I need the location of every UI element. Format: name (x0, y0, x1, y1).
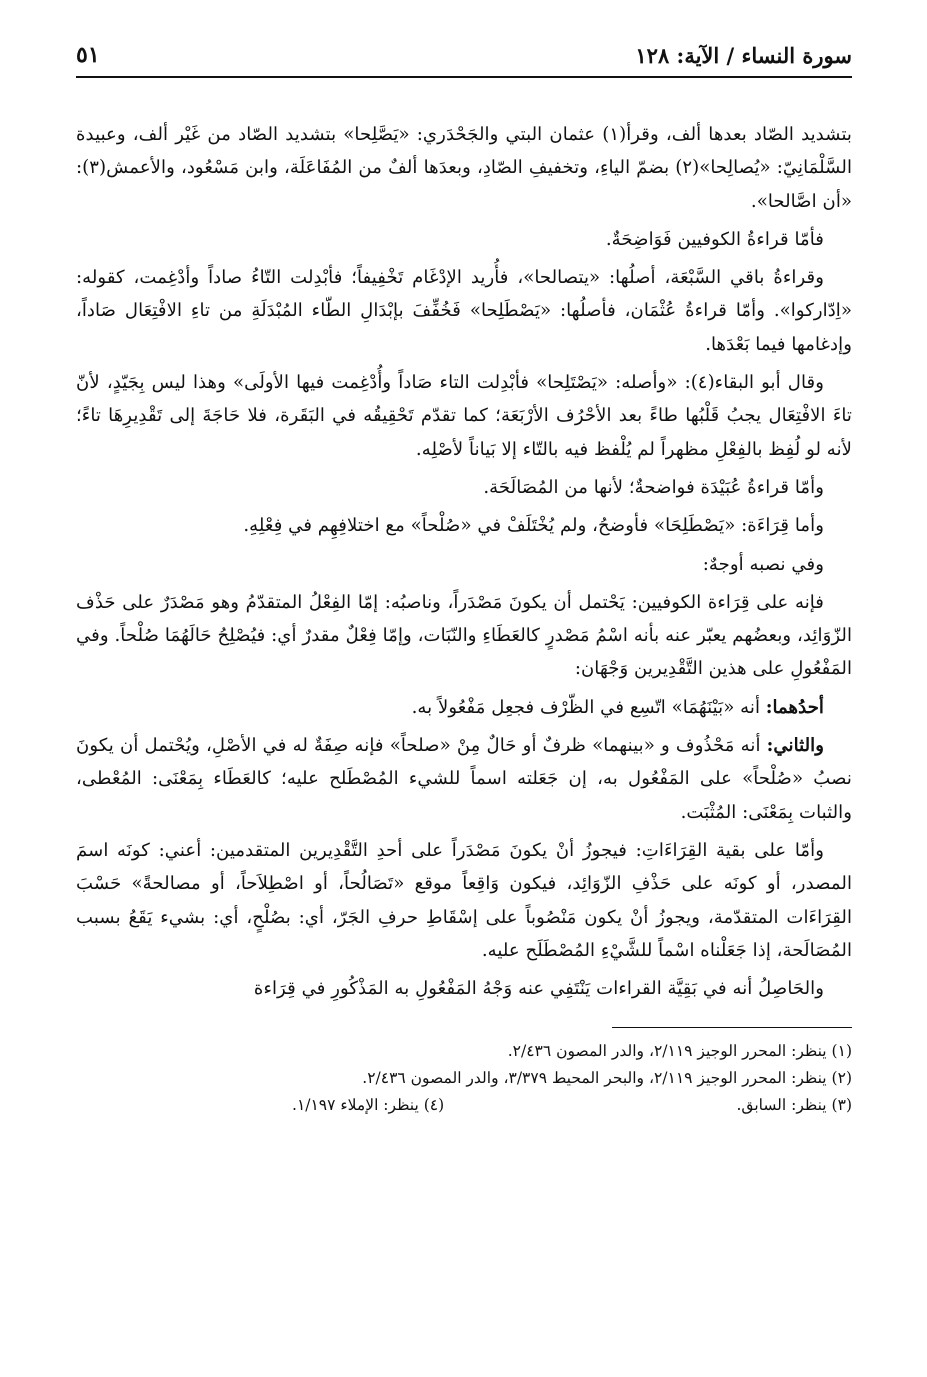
paragraph-text: فإنه على قِرَاءة الكوفيين: يَحْتمل أن يكونَ مَصْدَراً، وناصبُه: إمّا الفِعْلُ المتقدّمُ وهو مَصْدَرٌ على حَذْف الزّوَائِد، وبعضُهم يعبّر عنه بأنه اسْمُ مَصْدرٍ كالعَطَاءِ والنّبَات، وإمّا فِعْلٌ مقدرٌ أي: فيُصْلِحُ حَالَهُمَا صُلْحاً. وفي المَفْعُولِ على هذين التَّقْدِيرين وَجْهَان: (76, 591, 852, 680)
paragraph-lead: أحدُهما: (765, 696, 824, 718)
paragraph-text: بتشديد الصّاد بعدها ألف، وقرأ(١) عثمان البتي والجَحْدَري: «يَصَّلِحا» بتشديد الصّاد من غَيْر ألف، وعبيدة السَّلْمَانِيّ: «يُصالِحا»(٢) بضمّ الياءِ، وتخفيفِ الصّادِ، وبعدَها ألفٌ من المُفَاعَلَة، وابن مَسْعُود، والأعمش(٣): «أن اصَّالحا». (76, 124, 853, 212)
paragraph-11 (76, 834, 852, 967)
paragraph-text: وأمّا على بقية القِرَاءَاتِ: فيجوزُ أنْ يكونَ مَصْدَراً على أحدِ التَّقْدِيرين المتقدمين: أعني: كونَه اسمَ المصدر، أو كونَه على حَذْفِ الزّوَائِد، فيكون وَاقِعاً موقع «تَصَالُحاً، أو اصْطِلاَحاً، أو مصالحةً» حَسْبَ القِرَاءَات المتقدّمة، ويجوزُ أنْ يكون مَنْصُوباً على إسْقَاطِ حرفِ الجَرّ، أي: بصُلْحٍ، أي: بشيء يَقَعُ بسبب المُصَالَحة، إذا جَعَلْناه اسْماً للشَّيْءِ المُصْطَلَح عليه. (76, 839, 852, 961)
paragraph-text: وقال أبو البقاء(٤): «وأصله: «يَصْتَلِحا» فأبْدِلت التاء صَاداً وأُدْغِمت فيها الأولَى» وهذا ليس بِجَيّدٍ، لأنّ تاءَ الافْتِعَال يجبُ قَلْبُها طاءً بعد الأحْرُف الأرْبَعَة؛ كما تقدّم تَحْقِيقُه في البَقَرة، فلا حَاجَةَ إلى تَقْدِيرِهَا تاءً؛ لأنه لو لُفِظ بالفِعْلِ مظهراً لم يُلْفظ فيه بالتّاء إلا بَياناً لأصْلِه. (76, 372, 852, 460)
main-text (76, 118, 852, 1005)
paragraph-9 (76, 691, 852, 724)
paragraph-text: وأما قِرَاءَة: «يَصْطَلِحَا» فأوضحُ، ولم يُخْتَلَفْ في «صُلْحاً» مع اختلافِهِم في فِعْلِهِ. (243, 515, 824, 537)
paragraph-10 (76, 729, 852, 829)
paragraph-5 (76, 471, 852, 504)
footnote-2: (٢) ينظر: المحرر الوجيز ٢/١١٩، والبحر المحيط ٣/٣٧٩، والدر المصون ٢/٤٣٦. (362, 1069, 852, 1088)
paragraph-text: وفي نصبه أوجهٌ: (702, 553, 824, 575)
paragraph-text: والحَاصِلُ أنه في بَقِيَّة القراءات يَنْتَفِي عنه وَجْهُ المَفْعُولِ به المَذْكُورِ في قِرَاءة (253, 978, 824, 1000)
paragraph-6 (76, 509, 852, 542)
document-page (76, 34, 852, 1354)
footnote-separator (612, 1027, 852, 1028)
footnote-1: (١) ينظر: المحرر الوجيز ٢/١١٩، والدر المصون ٢/٤٣٦. (507, 1042, 852, 1061)
footnote-3: (٣) ينظر: السابق. (736, 1096, 852, 1115)
paragraph-3 (76, 261, 852, 361)
surah-title: سورة النساء / الآية: ١٢٨ (635, 42, 852, 68)
paragraph-text: فأمّا قراءةُ الكوفيين فَوَاضِحَةٌ. (605, 228, 824, 250)
footnotes (76, 1038, 852, 1119)
paragraph-4 (76, 366, 852, 466)
paragraph-text: وأمّا قراءةُ عُبَيْدَة فواضحةٌ؛ لأنها من المُصَالَحَة. (483, 476, 824, 498)
paragraph-text: وقراءةُ باقي السَّبْعَة، أصلُها: «يتصالحا»، فأُريد الإدْغَام تَخْفِيفاً؛ فأبْدِلت التّاءُ صاداً وأدْغِمت، كقوله: «اِدّاركوا». وأمّا قراءةُ عُثْمَان، فأصلُها: «يَصْطَلِحا» فَخُفِّفَ بإبْدَالِ الطّاء المُبْدَلَةِ من تاءِ الافْتِعَال صَاداً، وإدغامها فيما بَعْدَها. (76, 267, 852, 355)
paragraph-12 (76, 972, 852, 1005)
page-header (76, 34, 852, 78)
page-number: ٥١ (76, 42, 100, 68)
paragraph-text: أنه مَحْذُوف و «بينهما» ظرفٌ أو حَالٌ مِنْ «صلحاً» فإنه صِفَةٌ له في الأصْلِ، ويُحْتمل أن يكونَ نصبُ «صُلْحاً» على المَفْعُول به، إن جَعَلته اسماً للشيء المُصْطَلح عليه؛ كالعَطَاء بِمَعْنَى: المُعْطى، والثبات بِمَعْنَى: المُثْبَت. (76, 735, 852, 823)
paragraph-text: أنه «بَيْنَهُمَا» اتّسِع في الظّرْف فجعِل مَفْعُولاً به. (411, 696, 766, 718)
paragraph-8 (76, 586, 852, 686)
footnote-4: (٤) ينظر: الإملاء ١/١٩٧. (292, 1096, 445, 1115)
paragraph-1 (76, 118, 852, 218)
paragraph-lead: والثاني: (766, 735, 824, 757)
paragraph-2 (76, 223, 852, 256)
paragraph-7 (76, 548, 852, 581)
footnote-row (292, 1092, 852, 1119)
